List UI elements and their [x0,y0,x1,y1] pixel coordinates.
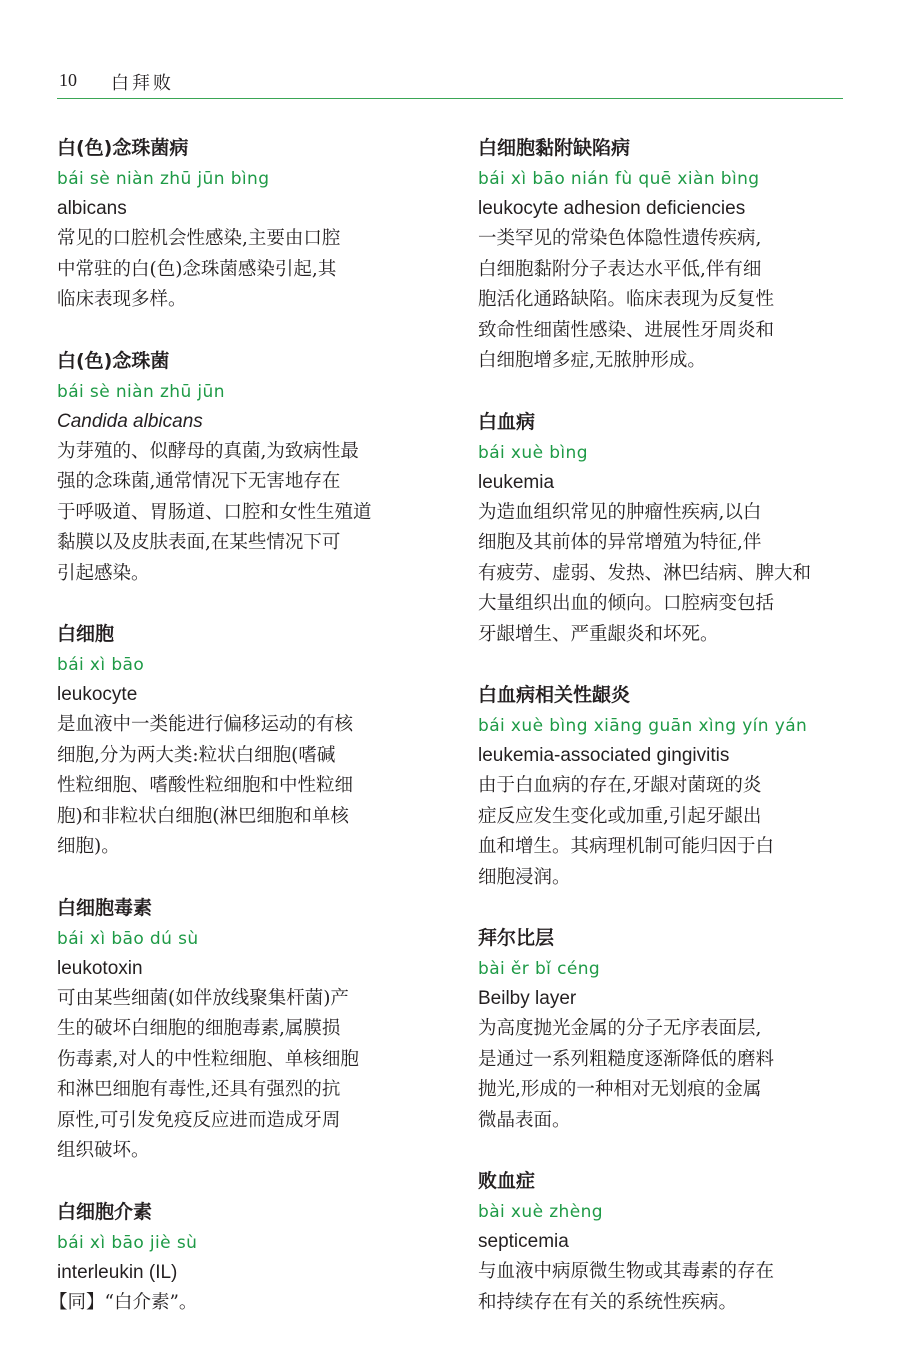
entry-english: leukemia-associated gingivitis [478,745,730,766]
entry-english: leukotoxin [57,957,143,979]
entry-definition [57,984,429,1167]
definition-line: 常见的口腔机会性感染,主要由口腔 [57,228,341,249]
dictionary-entry [49,1198,429,1318]
entry-english: leukemia [478,471,555,493]
definition-line: 白细胞增多症,无脓肿形成。 [478,350,706,371]
entry-definition [478,498,850,651]
definition-line: 血和增生。其病理机制可能归因于白 [478,836,775,857]
definition-line: 性粒细胞、嗜酸性粒细胞和中性粒细 [57,775,354,796]
entry-english: Candida albicans [57,410,203,432]
entry-term: 败血症 [478,1170,536,1192]
dictionary-entry [478,134,850,377]
definition-line: 黏膜以及皮肤表面,在某些情况下可 [57,532,341,553]
entry-definition [57,437,429,590]
entry-definition [478,1014,850,1136]
page-header [57,62,843,99]
entry-pinyin: bái sè niàn zhū jūn [57,381,225,402]
entry-definition [57,224,429,316]
entry-english: albicans [57,198,127,219]
entry-term: 白血病相关性龈炎 [478,684,631,706]
entry-pinyin: bài ěr bǐ céng [478,959,601,979]
entry-term: 白血病 [478,410,536,433]
dictionary-entry [57,347,429,590]
definition-line: 组织破坏。 [57,1140,150,1161]
entry-pinyin: bái xuè bìng xiāng guān xìng yín yán [478,716,808,736]
definition-line: 白细胞黏附分子表达水平低,伴有细 [478,258,762,280]
definition-line: 临床表现多样。 [57,289,187,310]
entry-pinyin: bái sè niàn zhū jūn bìng [57,169,270,189]
right-column [478,134,850,1349]
entry-english: Beilby layer [478,988,577,1009]
entry-english: leukocyte [57,684,138,705]
entry-pinyin: bái xuè bìng [478,442,588,463]
entry-pinyin: bái xì bāo dú sù [57,928,199,949]
definition-line: 致命性细菌性感染、进展性牙周炎和 [478,319,775,341]
definition-line: 中常驻的白(色)念珠菌感染引起,其 [57,258,337,280]
definition-line: 于呼吸道、胃肠道、口腔和女性生殖道 [57,501,372,523]
dictionary-entry [57,134,429,316]
definition-line: 一类罕见的常染色体隐性遗传疾病, [478,228,762,249]
entry-pinyin: bài xuè zhèng [478,1202,603,1222]
definition-line: 由于白血病的存在,牙龈对菌斑的炎 [478,775,762,796]
definition-line: 为高度抛光金属的分子无序表面层, [478,1018,762,1039]
dictionary-entry [478,681,850,893]
definition-line: 和淋巴细胞有毒性,还具有强烈的抗 [57,1079,341,1100]
dictionary-entry [478,1167,850,1318]
definition-line: 抛光,形成的一种相对无划痕的金属 [478,1079,762,1100]
entry-synonym: 【同】“白介素”。 [49,1291,198,1313]
entry-term: 白(色)念珠菌 [57,349,170,372]
definition-line: 强的念珠菌,通常情况下无害地存在 [57,471,341,492]
entry-pinyin: bái xì bāo nián fù quē xiàn bìng [478,169,760,189]
definition-line: 可由某些细菌(如伴放线聚集杆菌)产 [57,987,349,1009]
entry-english: interleukin (IL) [57,1261,178,1283]
definition-line: 与血液中病原微生物或其毒素的存在 [478,1261,775,1282]
definition-line: 为造血组织常见的肿瘤性疾病,以白 [478,501,762,523]
definition-line: 细胞)。 [57,836,120,857]
entry-term: 白细胞介素 [57,1200,153,1223]
entry-english: leukocyte adhesion deficiencies [478,198,746,219]
dictionary-entry [478,408,850,651]
definition-line: 细胞及其前体的异常增殖为特征,伴 [478,532,762,553]
dictionary-entry [478,924,850,1136]
entry-term: 拜尔比层 [478,927,555,949]
left-column [49,134,429,1349]
definition-line: 和持续存在有关的系统性疾病。 [478,1291,738,1313]
definition-line: 是通过一系列粗糙度逐渐降低的磨料 [478,1048,775,1070]
entry-definition [478,224,850,377]
entry-definition [57,710,429,863]
entry-definition [478,771,850,893]
entry-pinyin: bái xì bāo jiè sù [57,1232,198,1253]
entry-pinyin: bái xì bāo [57,655,145,675]
entry-term: 白细胞毒素 [57,896,153,919]
entry-term: 白(色)念珠菌病 [57,137,189,159]
dictionary-entry [57,894,429,1167]
running-head: 白拜败 [111,73,174,94]
definition-line: 细胞浸润。 [478,866,571,888]
entry-english: septicemia [478,1231,569,1252]
dictionary-entry [57,620,429,863]
definition-line: 症反应发生变化或加重,引起牙龈出 [478,805,762,827]
definition-line: 生的破坏白细胞的细胞毒素,属膜损 [57,1018,341,1039]
definition-line: 是血液中一类能进行偏移运动的有核 [57,714,354,735]
definition-line: 微晶表面。 [478,1109,571,1131]
definition-line: 大量组织出血的倾向。口腔病变包括 [478,593,775,614]
entry-term: 白细胞黏附缺陷病 [478,137,631,159]
definition-line: 细胞,分为两大类:粒状白细胞(嗜碱 [57,744,336,766]
definition-line: 伤毒素,对人的中性粒细胞、单核细胞 [57,1048,359,1070]
definition-line: 牙龈增生、严重龈炎和坏死。 [478,623,719,645]
page-number: 10 [59,70,77,90]
definition-line: 原性,可引发免疫反应进而造成牙周 [57,1109,341,1131]
definition-line: 有疲劳、虚弱、发热、淋巴结病、脾大和 [478,562,812,584]
definition-line: 胞活化通路缺陷。临床表现为反复性 [478,289,775,310]
definition-line: 引起感染。 [57,562,150,584]
entry-definition [478,1257,850,1318]
definition-line: 胞)和非粒状白细胞(淋巴细胞和单核 [57,805,349,827]
definition-line: 为芽殖的、似酵母的真菌,为致病性最 [57,440,359,462]
entry-term: 白细胞 [57,623,115,645]
